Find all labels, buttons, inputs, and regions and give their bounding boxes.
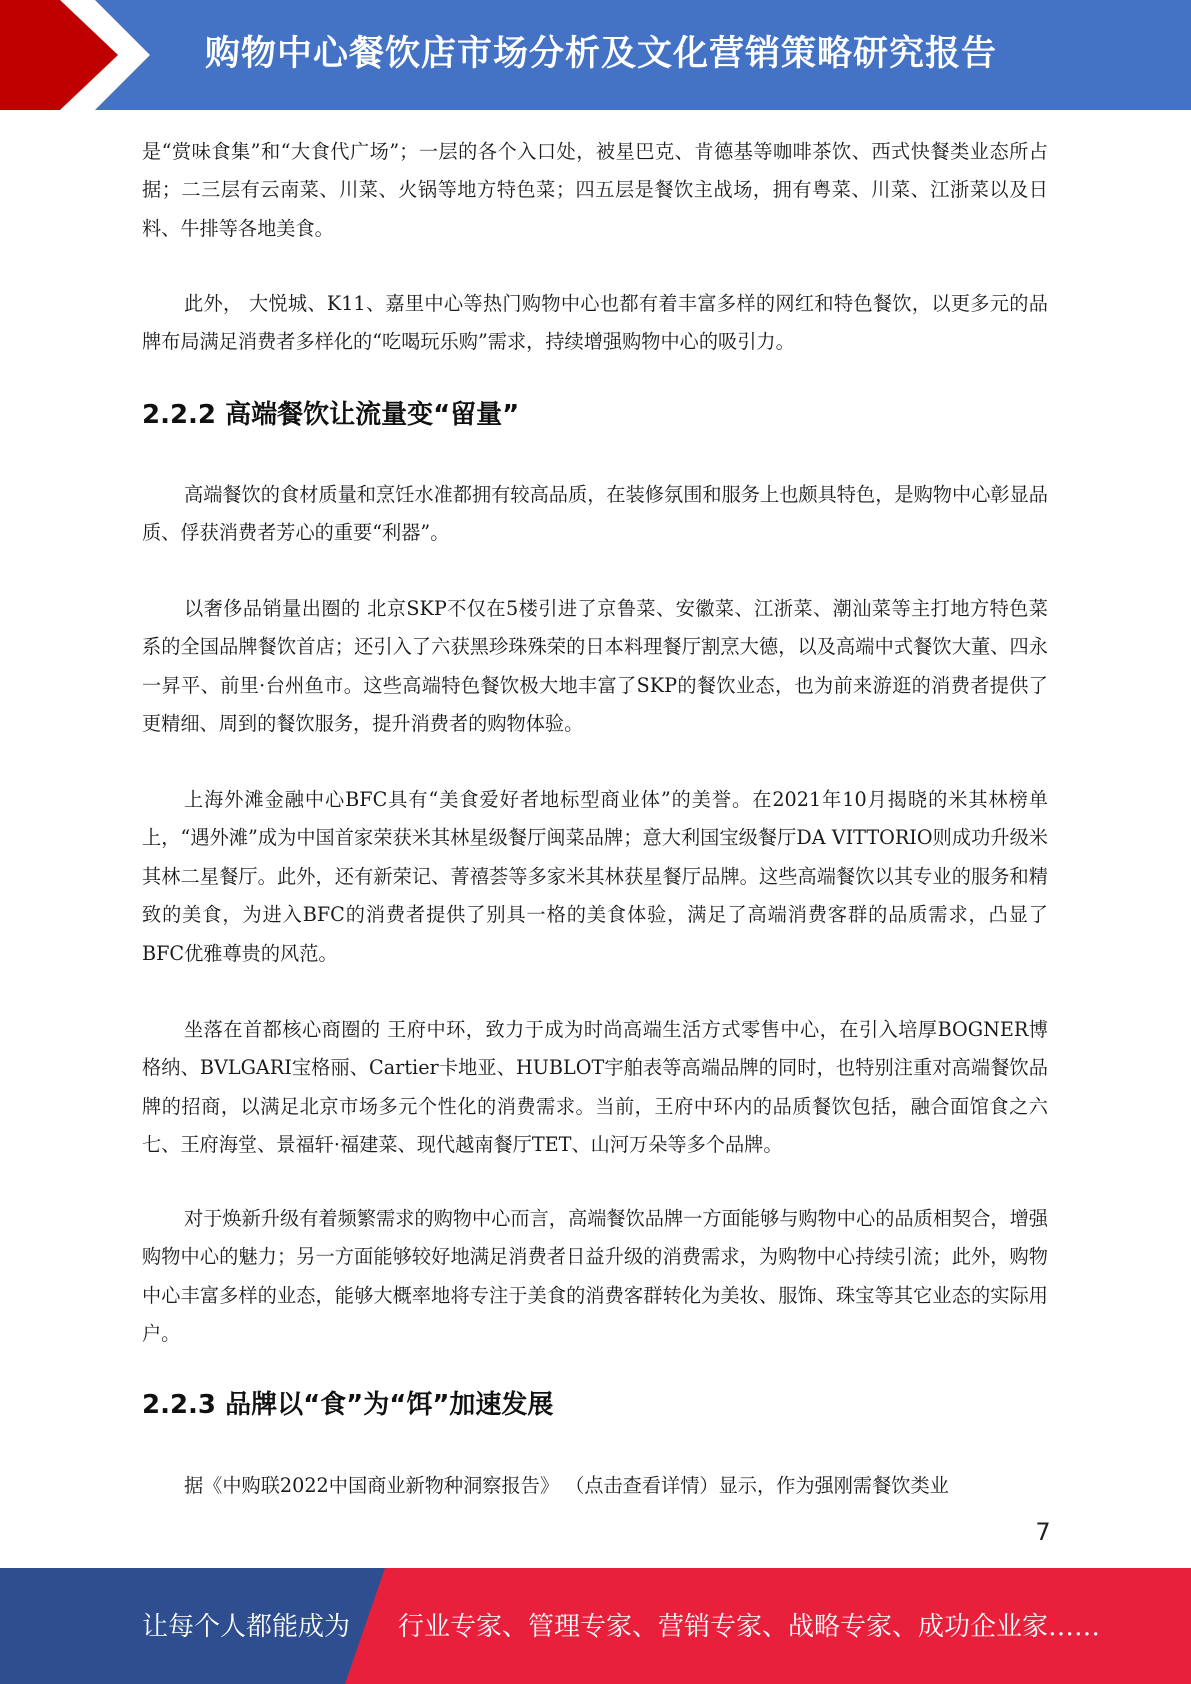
report-title: 购物中心餐饮店市场分析及文化营销策略研究报告 bbox=[205, 34, 998, 74]
section-heading-2-2-3: 2.2.3 品牌以“食”为“饵”加速发展 bbox=[142, 1390, 554, 1420]
paragraph-high-end-dining: 高端餐饮的食材质量和烹饪水准都拥有较高品质，在装修氛围和服务上也颇具特色，是购物中心彰显品质、俘获消费者芳心的重要“利器”。 bbox=[142, 483, 1048, 545]
paragraph-report-reference: 据《中购联2022中国商业新物种洞察报告》 （点击查看详情）显示，作为强刚需餐饮类业 bbox=[184, 1474, 949, 1497]
paragraph-dining-floors: 是“赏味食集”和“大食代广场”；一层的各个入口处，被星巴克、肯德基等咖啡茶饮、西式快餐类业态所占据；二三层有云南菜、川菜、火锅等地方特色菜；四五层是餐饮主战场，拥有粤菜、川菜、江浙菜以及日料、牛排等各地美食。 bbox=[142, 140, 1048, 240]
paragraph-shanghai-bfc: 上海外滩金融中心BFC具有“美食爱好者地标型商业体”的美誉。在2021年10月揭晓的米其林榜单上，“遇外滩”成为中国首家荣获米其林星级餐厅闽菜品牌；意大利国宝级餐厅DA VITTORIO则成功升级米其林二星餐厅。此外，还有新荣记、菁禧荟等多家米其林获星餐厅品牌。这些高端餐饮以其专业的服务和精致的美食，为进入BFC的消费者提供了别具一格的美食体验，满足了高端消费客群的品质需求，凸显了BFC优雅尊贵的风范。 bbox=[142, 788, 1048, 965]
footer-slogan-left: 让每个人都能成为 bbox=[142, 1612, 351, 1642]
paragraph-wangfu-central: 坐落在首都核心商圈的 王府中环，致力于成为时尚高端生活方式零售中心，在引入培厚BOGNER博格纳、BVLGARI宝格丽、Cartier卡地亚、HUBLOT宇舶表等高端品牌的同时，也特别注重对高端餐饮品牌的招商，以满足北京市场多元个性化的消费需求。当前，王府中环内的品质餐饮包括，融合面馆食之六七、王府海堂、景福轩·福建菜、现代越南餐厅TET、山河万朵等多个品牌。 bbox=[142, 1018, 1048, 1157]
page-number: 7 bbox=[1035, 1518, 1051, 1546]
page-footer bbox=[0, 1568, 1191, 1684]
section-heading-2-2-2: 2.2.2 高端餐饮让流量变“留量” bbox=[142, 400, 520, 430]
paragraph-beijing-skp: 以奢侈品销量出圈的 北京SKP不仅在5楼引进了京鲁菜、安徽菜、江浙菜、潮汕菜等主打地方特色菜系的全国品牌餐饮首店；还引入了六获黑珍珠殊荣的日本料理餐厅割烹大德，以及高端中式餐饮大董、四永一昇平、前里·台州鱼市。这些高端特色餐饮极大地丰富了SKP的餐饮业态，也为前来游逛的消费者提供了更精细、周到的餐饮服务，提升消费者的购物体验。 bbox=[142, 597, 1048, 736]
page-header bbox=[0, 0, 1191, 110]
paragraph-mall-upgrade: 对于焕新升级有着频繁需求的购物中心而言，高端餐饮品牌一方面能够与购物中心的品质相契合，增强购物中心的魅力；另一方面能够较好地满足消费者日益升级的消费需求，为购物中心持续引流；此外，购物中心丰富多样的业态，能够大概率地将专注于美食的消费客群转化为美妆、服饰、珠宝等其它业态的实际用户。 bbox=[142, 1207, 1048, 1346]
footer-slogan-right: 行业专家、管理专家、营销专家、战略专家、成功企业家…… bbox=[398, 1612, 1101, 1642]
paragraph-other-malls: 此外， 大悦城、K11、嘉里中心等热门购物中心也都有着丰富多样的网红和特色餐饮，以更多元的品牌布局满足消费者多样化的“吃喝玩乐购”需求，持续增强购物中心的吸引力。 bbox=[142, 292, 1048, 354]
